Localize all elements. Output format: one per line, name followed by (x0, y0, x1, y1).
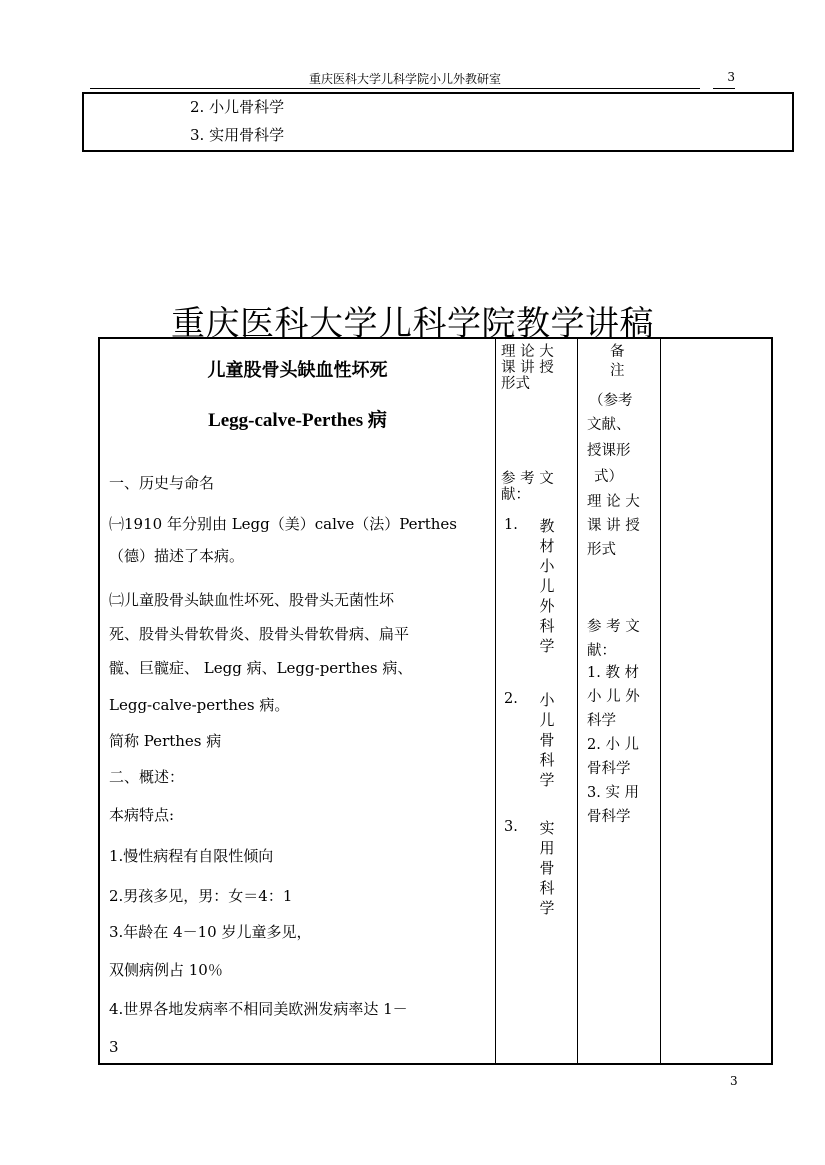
lecture-table (98, 337, 773, 1065)
lesson-subtitle: Legg-calve-Perthes 病 (208, 410, 387, 431)
col3-ref-line: 小 儿 外 (587, 689, 640, 705)
col3-ref-heading: 参 考 文 (587, 619, 640, 635)
col2-ref-char: 骨 (539, 731, 555, 749)
col2-form-line: 课 讲 授 (501, 360, 554, 376)
col2-ref-char: 小 (539, 557, 555, 575)
col3-ref-heading: 献： (587, 643, 616, 659)
header-page-number: 3 (727, 70, 735, 84)
column-divider-1 (495, 339, 496, 1063)
col2-ref-char: 实 (539, 819, 555, 837)
continued-ref-2: 2. 小儿骨科学 (190, 98, 285, 116)
col2-ref-char: 科 (539, 751, 555, 769)
col2-ref-char: 教 (539, 517, 555, 535)
lesson-line: 4.世界各地发病率不相同美欧洲发病率达 1－ (109, 1000, 408, 1018)
col3-remark-line: 备 (610, 344, 625, 360)
col3-ref-line: 1. 教 材 (587, 665, 640, 681)
col3-ref-line: 3. 实 用 (587, 785, 640, 801)
header-rule-page (713, 88, 735, 89)
col3-remark-line: 式） (594, 469, 623, 485)
column-divider-3 (660, 339, 661, 1063)
column-divider-2 (577, 339, 578, 1063)
lesson-line: 本病特点: (109, 806, 175, 824)
lesson-line: 双侧病例占 10％ (109, 961, 223, 979)
col3-form-line: 理 论 大 (587, 494, 640, 510)
col2-ref-number: 1. (504, 517, 518, 533)
page-title: 重庆医科大学儿科学院教学讲稿 (171, 304, 654, 344)
lesson-line: Legg-calve-perthes 病。 (109, 696, 290, 714)
col3-ref-line: 科学 (587, 713, 616, 729)
lesson-line: ㈡儿童股骨头缺血性坏死、股骨头无菌性坏 (109, 591, 395, 609)
running-header (90, 70, 735, 92)
header-rule (90, 88, 700, 89)
col2-ref-char: 小 (539, 691, 555, 709)
header-title: 重庆医科大学儿科学院小儿外教研室 (308, 72, 501, 86)
col2-ref-char: 学 (539, 771, 555, 789)
col2-form-line: 形式 (501, 376, 530, 392)
lesson-line: 3.年龄在 4－10 岁儿童多见， (109, 923, 312, 941)
continued-reference-box (82, 92, 794, 152)
col2-ref-char: 材 (539, 537, 555, 555)
col2-ref-char: 儿 (539, 711, 555, 729)
lesson-line: 3 (109, 1038, 119, 1056)
col3-form-line: 课 讲 授 (587, 518, 640, 534)
col2-ref-char: 科 (539, 617, 555, 635)
col3-ref-line: 骨科学 (587, 809, 631, 825)
lesson-line: 死、股骨头骨软骨炎、股骨头骨软骨病、扁平 (109, 625, 410, 643)
lesson-line: ㈠1910 年分别由 Legg（美）calve（法）Perthes (109, 515, 457, 533)
lesson-line: 髋、巨髋症、 Legg 病、Legg-perthes 病、 (109, 659, 413, 677)
lesson-title: 儿童股骨头缺血性坏死 (207, 360, 388, 381)
col2-ref-char: 骨 (539, 859, 555, 877)
col3-ref-line: 骨科学 (587, 761, 631, 777)
lesson-line: 二、概述： (109, 768, 185, 786)
col2-ref-char: 用 (539, 839, 555, 857)
col2-ref-number: 3. (504, 819, 518, 835)
lesson-line: 1.慢性病程有自限性倾向 (109, 847, 274, 865)
col3-remark-line: （参考 (589, 393, 633, 409)
col2-ref-char: 学 (539, 637, 555, 655)
col3-remark-line: 授课形 (587, 443, 631, 459)
col2-ref-char: 科 (539, 879, 555, 897)
col2-form-line: 理 论 大 (501, 344, 554, 360)
lesson-line: 2.男孩多见，男：女＝4：1 (109, 887, 293, 905)
col3-ref-line: 2. 小 儿 (587, 737, 640, 753)
col2-ref-char: 外 (539, 597, 555, 615)
col3-remark-line: 文献、 (587, 417, 631, 433)
lesson-line: （德）描述了本病。 (109, 547, 245, 565)
continued-ref-3: 3. 实用骨科学 (190, 126, 285, 144)
col2-ref-number: 2. (504, 691, 518, 707)
col2-ref-heading: 献： (501, 487, 530, 503)
col2-ref-char: 学 (539, 899, 555, 917)
col3-form-line: 形式 (587, 542, 616, 558)
col2-ref-heading: 参 考 文 (501, 471, 554, 487)
col3-remark-line: 注 (610, 363, 625, 379)
lesson-line: 简称 Perthes 病 (109, 732, 222, 750)
footer-page-number: 3 (730, 1074, 738, 1088)
lesson-line: 一、历史与命名 (109, 474, 215, 492)
col2-ref-char: 儿 (539, 577, 555, 595)
